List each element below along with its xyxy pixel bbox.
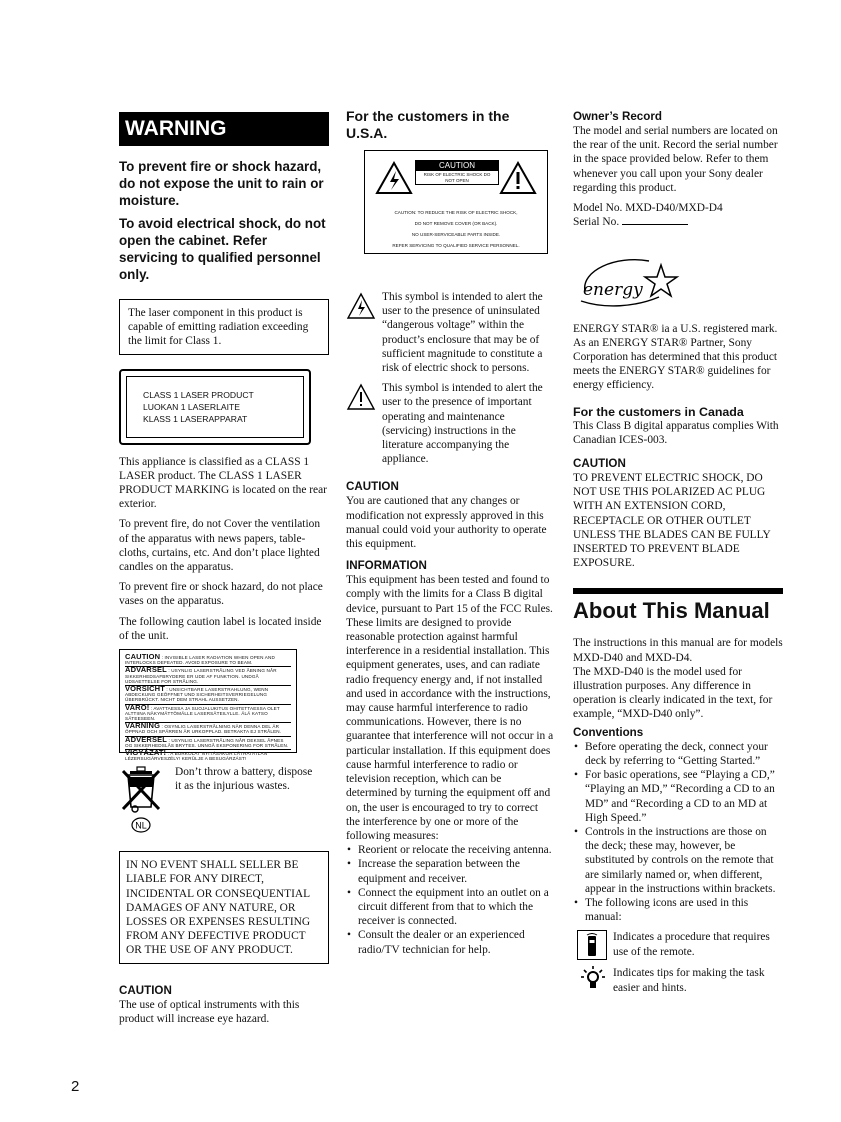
ventilation-paragraph: To prevent fire, do not Cover the ventilation of the apparatus with news papers, table-cloths, curtains, etc. And don’t place lighted candles on the apparatus. [119, 518, 321, 574]
caution-label-line: VIGYÁZAT! : A BURKOLAT NYITÁSAKOR LÁTHATATLAN LÉZERSUGÁRVESZÉLY! KERÜLJE A BESUGÁRZÁST! [125, 749, 291, 761]
information-heading: INFORMATION [346, 559, 427, 573]
laser-notice-box [119, 299, 329, 355]
laser-label-line: KLASS 1 LASERAPPARAT [143, 413, 248, 424]
tips-icon-text: Indicates tips for making the task easier and hints. [613, 967, 765, 994]
caution-box-sub: RISK OF ELECTRIC SHOCK DO NOT OPEN [423, 172, 491, 183]
battery-notice [119, 763, 329, 839]
tips-icon-legend [581, 966, 783, 996]
seller-liability-box [119, 851, 329, 963]
laser-label-line: CLASS 1 LASER PRODUCT [143, 389, 254, 400]
about-manual-title: About This Manual [573, 598, 770, 624]
serial-number-row [573, 215, 783, 229]
right-column [573, 108, 783, 997]
battery-text: Don’t throw a battery, dispose it as the injurious wastes. [175, 766, 313, 793]
owners-record-heading: Owner’s Record [573, 110, 662, 123]
list-item: • For basic operations, see “Playing a CD,” “Playing an MD,” “Recording a CD to an MD” and “Recording a CD to an MD at High Speed.” [573, 768, 783, 825]
symbol-explanation-voltage [346, 290, 554, 375]
warning-text-1: To prevent fire or shock hazard, do not expose the unit to rain or moisture. [119, 159, 324, 208]
caution-heading: CAUTION [346, 480, 399, 494]
about-text-1: The instructions in this manual are for models MXD-D40 and MXD-D4. [573, 637, 783, 664]
caution-box-line: NO USER-SERVICEABLE PARTS INSIDE. [411, 232, 501, 237]
caution-modification-text: You are cautioned that any changes or modification not expressly approved in this manual could void your authority to operate this equipment. [346, 495, 547, 551]
laser-label-line: LUOKAN 1 LASERLAITE [143, 401, 240, 412]
list-item: • Reorient or relocate the receiving antenna. [346, 843, 554, 857]
left-column [119, 108, 329, 1032]
class1-paragraph: This appliance is classified as a CLASS 1 LASER product. The CLASS 1 LASER PRODUCT MARKING is located on the rear exterior. [119, 455, 327, 511]
list-item: • Increase the separation between the equipment and receiver. [346, 857, 554, 885]
vases-paragraph: To prevent fire or shock hazard, do not place vases on the apparatus. [119, 581, 323, 608]
energy-logo-text: energy [583, 280, 643, 301]
interference-measures-list [346, 843, 554, 957]
class1-laser-label [119, 369, 311, 445]
list-item: • The following icons are used in this manual: [573, 896, 783, 924]
about-text-2: The MXD-D40 is the model used for illustration purposes. Any difference in operation is clearly indicated in the text, for example, “MXD-D40 only”. [573, 665, 773, 721]
caution-label-line: CAUTION : INVISIBLE LASER RADIATION WHEN OPEN AND INTERLOCKS DEFEATED. AVOID EXPOSURE TO BEAM. [125, 652, 275, 666]
serial-label: Serial No. [573, 216, 620, 229]
caution-label-image [119, 649, 297, 762]
caution-label-line: ADVERSEL : USYNLIG LASERSTRÅLING NÅR DEKSEL ÅPNES OG SIKKERHEDSLÅS BRYTES. UNNGÅ EKSPONERING FOR STRÅLEN. [125, 736, 291, 748]
middle-column [346, 108, 554, 957]
caution-label-intro: The following caution label is located inside of the unit. [119, 615, 322, 642]
instructions-symbol-text: This symbol is intended to alert the user to the presence of important operating and maintenance (servicing) instructions in the literature accompanying the appliance. [382, 382, 543, 466]
energy-star-logo [575, 251, 783, 317]
caution-box-line: REFER SERVICING TO QUALIFIED SERVICE PERSONNEL. [392, 243, 520, 248]
caution-box-line: DO NOT REMOVE COVER (OR BACK). [414, 221, 498, 226]
remote-icon [577, 930, 607, 960]
polarized-plug-text: TO PREVENT ELECTRIC SHOCK, DO NOT USE THIS POLARIZED AC PLUG WITH AN EXTENSION CORD, RECEPTACLE OR OTHER OUTLET UNLESS THE BLADES CAN BE FULLY INSERTED TO PREVENT BLADE EXPOSURE. [573, 472, 771, 570]
remote-icon-text: Indicates a procedure that requires use of the remote. [613, 931, 770, 958]
list-item: • Before operating the deck, connect your deck by referring to “Getting Started.” [573, 740, 783, 768]
canada-text: This Class B digital apparatus complies With Canadian ICES-003. [573, 419, 779, 446]
caution-box-line: CAUTION: TO REDUCE THE RISK OF ELECTRIC SHOCK, [394, 210, 518, 215]
list-item: • Connect the equipment into an outlet on a circuit different from that to which the receiver is connected. [346, 886, 554, 929]
symbol-explanation-instructions [346, 381, 554, 466]
caution-label-line: VARNING : OSYNLIG LASERSTRÅLNING NÄR DENNA DEL ÄR ÖPPNAD OCH SPÄRREN ÄR URKOPPLAD. BETRAKTA EJ STRÅLEN. [125, 722, 291, 734]
warning-text-2: To avoid electrical shock, do not open the cabinet. Refer servicing to qualified personnel only. [119, 216, 326, 282]
lightning-triangle-icon [346, 292, 376, 320]
section-divider [573, 588, 783, 594]
caution-heading: CAUTION [119, 983, 172, 997]
exclamation-triangle-icon [499, 161, 537, 195]
list-item: • Controls in the instructions are those on the deck; these may, however, be substituted by controls on the remote that are similarly named or, when different, appear in the instructions within brackets. [573, 825, 783, 896]
lightning-triangle-icon [375, 161, 413, 195]
conventions-list [573, 740, 783, 925]
exclamation-triangle-icon [346, 383, 376, 411]
energy-star-text-2: As an ENERGY STAR® Partner, Sony Corporation has determined that this product meets the ENERGY STAR® guidelines for energy efficiency. [573, 336, 778, 392]
energy-star-text-1: ENERGY STAR® ia a U.S. registered mark. [573, 322, 778, 335]
remote-icon-legend [577, 930, 783, 960]
canada-heading: For the customers in Canada [573, 404, 744, 419]
caution-optical-text: The use of optical instruments with this product will increase eye hazard. [119, 998, 300, 1025]
lightbulb-icon [581, 966, 607, 996]
seller-liability-text: IN NO EVENT SHALL SELLER BE LIABLE FOR ANY DIRECT, INCIDENTAL OR CONSEQUENTIAL DAMAGES OF ANY NATURE, OR LOSSES OR EXPENSES RESULTING FROM ANY DEFECTIVE PRODUCT OR THE USE OF ANY PRODUCT. [126, 859, 311, 957]
conventions-heading: Conventions [573, 725, 644, 739]
information-text: This equipment has been tested and found to comply with the limits for a Class B digital device, pursuant to Part 15 of the FCC Rules. These limits are designed to provide reasonable protection against harmful interference in a residential installation. This equipment generates, uses, and can radiate radio frequency energy and, if not installed and used in accordance with the instructions, may cause harmful interference to radio communications. However, there is no guarantee that interference will not occur in a particular installation. If this equipment does cause harmful interference to radio or television reception, which can be determined by turning the equipment off and on, the user is encouraged to try to correct the interference by one or more of the following measures: [346, 574, 554, 842]
usa-heading: For the customers in the U.S.A. [346, 108, 510, 141]
caution-label-line: ADVARSEL : USYNLIG LASERSTRÅLING VED ÅBNING NÅR SIKKERHEDSAFBRYDERE ER UDE AF FUNKTION. UNDGÅ UDSAETTELSE FOR STRÅLING. [125, 666, 291, 684]
shock-caution-box [364, 150, 548, 254]
caution-label-line: VORSICHT : UNSICHTBARE LASERSTRAHLUNG, WENN ABDECKUNG GEÖFFNET UND SICHERHEITSVERRIEGELUNG ÜBERBRÜCKT. NICHT DEM STRAHL AUSSETZEN. [125, 685, 291, 703]
caution-label-line: VARO! : AVATTAESSA JA SUOJALUKITUS OHITETTAESSA OLET ALTTIINA NÄKYMÄTTÖMÄLLE LASERSÄTEILYLLE. ÄLÄ KATSO SÄTEESEEN. [125, 704, 291, 722]
warning-title: WARNING [119, 112, 329, 146]
page-number: 2 [71, 1078, 80, 1095]
owners-record-text: The model and serial numbers are located on the rear of the unit. Record the serial number in the space provided below. Refer to them whenever you call upon your Sony dealer regarding this product. [573, 125, 778, 194]
crossed-bin-icon [119, 763, 175, 839]
model-number: Model No. MXD-D40/MXD-D4 [573, 202, 723, 215]
list-item: • Consult the dealer or an experienced radio/TV technician for help. [346, 928, 554, 956]
caution-box-title: CAUTION [416, 161, 498, 171]
voltage-symbol-text: This symbol is intended to alert the user to the presence of uninsulated “dangerous voltage” within the product’s enclosure that may be of sufficient magnitude to constitute a risk of electric shock to persons. [382, 291, 543, 375]
laser-notice-text: The laser component in this product is capable of emitting radiation exceeding the limit for Class 1. [128, 307, 309, 348]
nl-mark: NL [135, 820, 147, 831]
serial-blank [622, 215, 688, 225]
caution-heading: CAUTION [573, 457, 626, 471]
